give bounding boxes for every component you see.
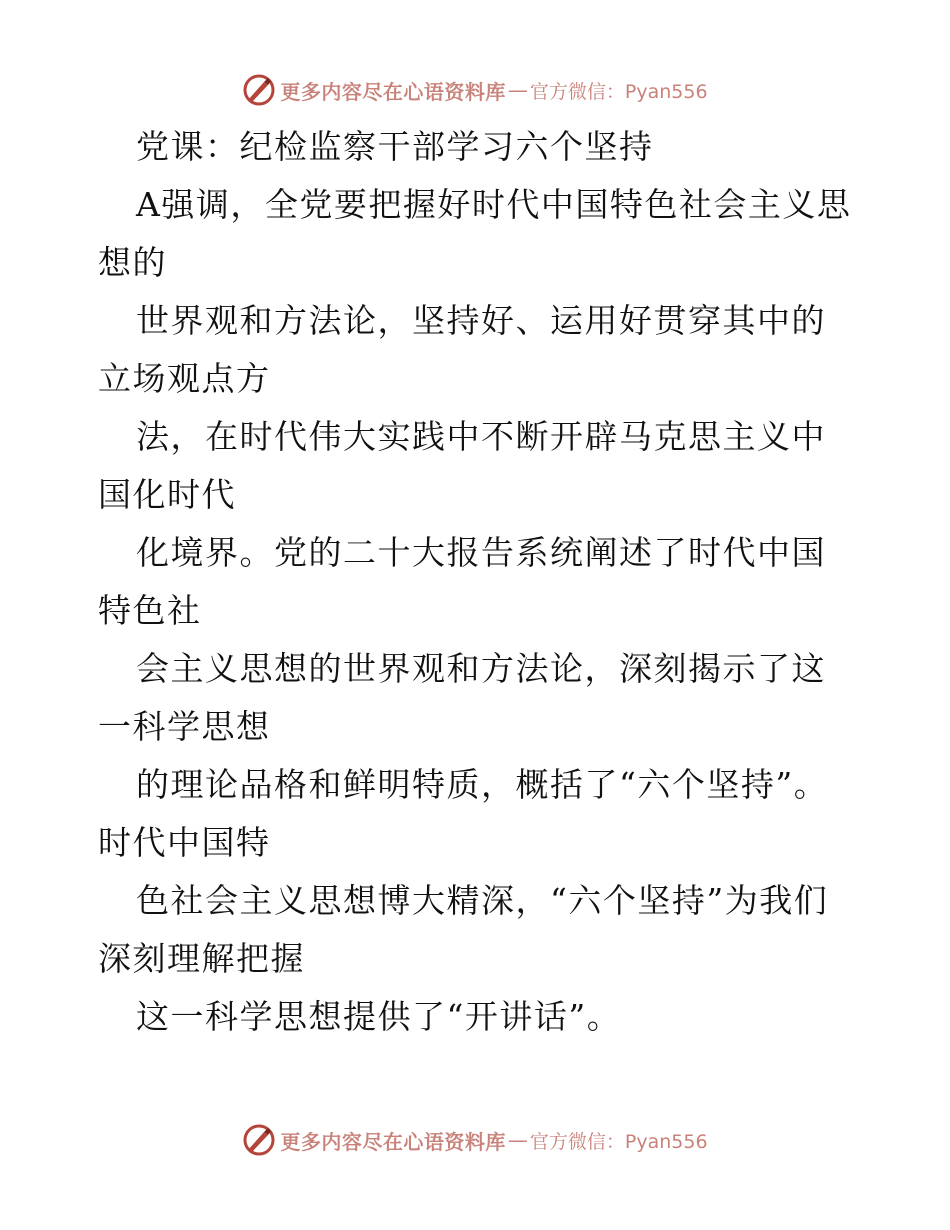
paragraph-line: 世界观和方法论，坚持好、运用好贯穿其中的立场观点方 (98, 301, 826, 398)
banner-text: 更多内容尽在心语资料库 (280, 79, 506, 104)
paragraph-line: 法，在时代伟大实践中不断开辟马克思主义中国化时代 (98, 417, 826, 514)
paragraph-line: 的理论品格和鲜明特质，概括了“六个坚持”。时代中国特 (98, 765, 829, 862)
banner-wechat: 官方微信：Pyan556 (529, 1130, 708, 1153)
banner-text: 更多内容尽在心语资料库 (280, 1129, 506, 1154)
banner-separator: — (507, 1128, 528, 1152)
pen-circle-icon (242, 1123, 276, 1157)
footer-banner (0, 1120, 950, 1160)
paragraph-line: A强调，全党要把握好时代中国特色社会主义思想的 (98, 185, 852, 282)
banner-separator: — (507, 78, 528, 102)
document-title: 党课：纪检监察干部学习六个坚持 (136, 127, 654, 166)
header-banner (0, 70, 950, 110)
banner-wechat: 官方微信：Pyan556 (529, 80, 708, 103)
paragraph-line: 化境界。党的二十大报告系统阐述了时代中国特色社 (98, 533, 826, 630)
paragraph-line: 色社会主义思想博大精深，“六个坚持”为我们深刻理解把握 (98, 881, 829, 978)
paragraph-line: 会主义思想的世界观和方法论，深刻揭示了这一科学思想 (98, 649, 826, 746)
document-body (98, 118, 858, 1046)
pen-circle-icon (242, 73, 276, 107)
paragraph-line: 这一科学思想提供了“开讲话”。 (136, 997, 622, 1036)
